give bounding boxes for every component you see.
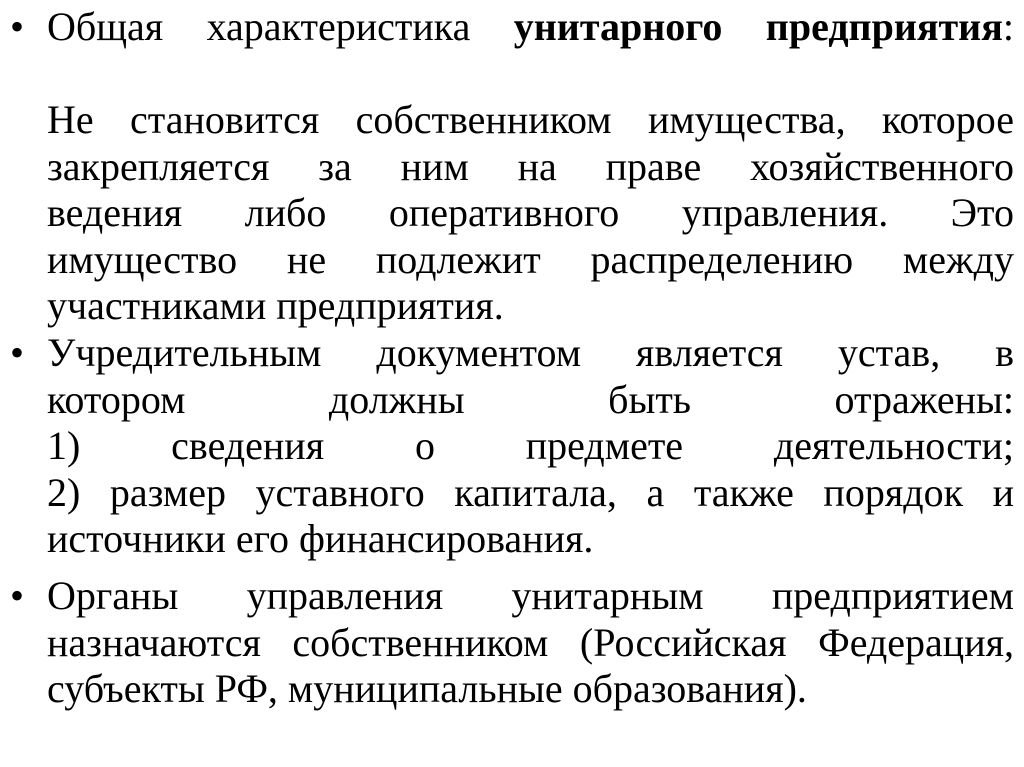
text-line: Учредительным документом является устав, в bbox=[47, 330, 1014, 375]
heading-suffix: : bbox=[1002, 4, 1014, 49]
text-line: закрепляется за ним на праве хозяйственного bbox=[47, 143, 1014, 189]
bullet-marker: • bbox=[10, 573, 25, 618]
text-line: ведения либо оперативного управления. Это bbox=[47, 190, 1014, 235]
text-line: 2) размер уставного капитала, а также порядок и bbox=[47, 469, 1014, 515]
heading-bold: унитарного предприятия bbox=[513, 4, 1003, 49]
bullet-text-3 bbox=[47, 573, 1014, 713]
text-line: Органы управления унитарным предприятием bbox=[47, 573, 1014, 618]
text-line: 1) сведения о предмете деятельности; bbox=[47, 423, 1014, 468]
bullet-text-2 bbox=[47, 330, 1014, 563]
text-line: котором должны быть отражены: bbox=[47, 376, 1014, 422]
text-line: субъекты РФ, муниципальные образования). bbox=[47, 666, 807, 711]
text-line: имущество не подлежит распределению между bbox=[47, 236, 1014, 282]
spacer bbox=[47, 51, 1014, 98]
text-line: Не становится собственником имущества, которое bbox=[47, 97, 1014, 142]
heading-prefix: Общая характеристика bbox=[47, 4, 514, 49]
bullet-marker: • bbox=[10, 330, 25, 375]
text-line: назначаются собственником (Российская Федерация, bbox=[47, 619, 1014, 665]
bullet-heading bbox=[47, 4, 1014, 51]
text-line: участниками предприятия. bbox=[47, 283, 504, 328]
text-line: источники его финансирования. bbox=[47, 516, 594, 561]
bullet-text-1 bbox=[47, 4, 1014, 330]
bullet-marker: • bbox=[10, 4, 25, 49]
